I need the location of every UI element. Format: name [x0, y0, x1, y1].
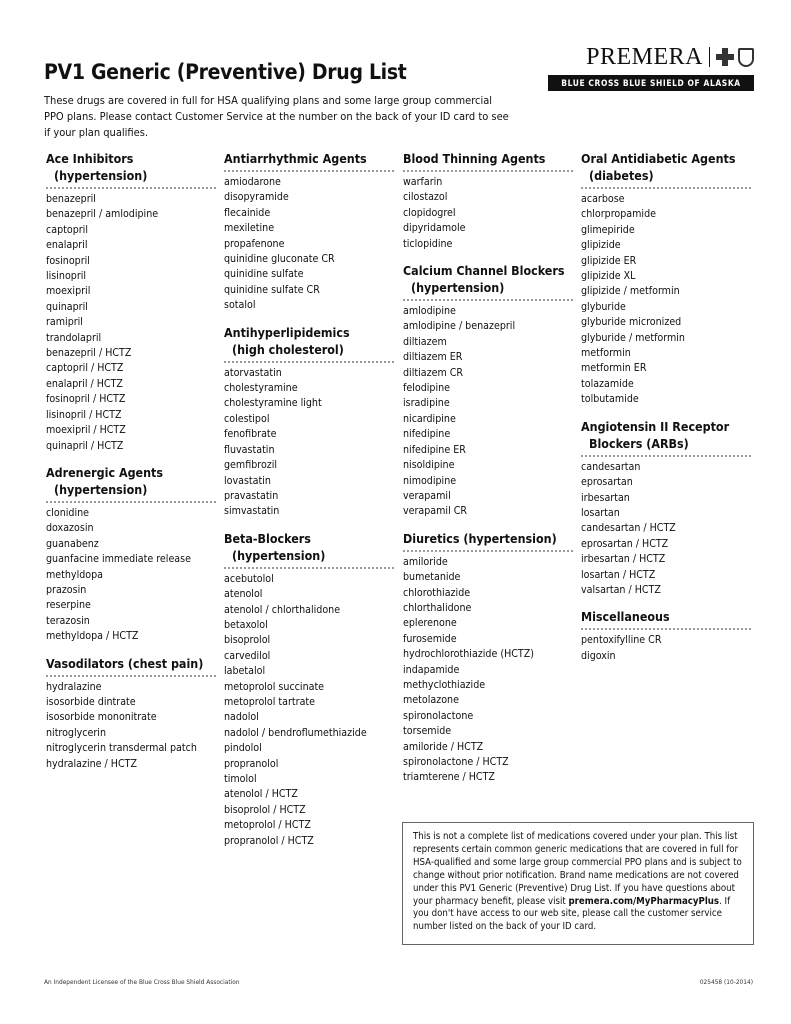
drug-item: glipizide — [581, 239, 621, 252]
disclaimer-text: This is not a complete list of medications covered under your plan. This list represents certain common generic medications that are covered in full for HSA-qualified and some large group commercial PPO plans and is subject to change without prior notification. Brand name medications are not covered under this PV1 Generic (Preventive) Drug List. If you have questions about your pharmacy benefit, please visit — [413, 831, 742, 907]
drug-item: colestipol — [224, 412, 270, 425]
drug-category-section — [403, 262, 573, 520]
drug-item: benazepril — [46, 193, 96, 205]
drug-category-section — [46, 150, 216, 454]
category-title: Ace Inhibitors — [46, 151, 134, 166]
drug-item: flecainide — [224, 206, 271, 219]
logo-wordmark: PREMERA — [586, 43, 703, 70]
drug-category-section — [581, 150, 751, 408]
drug-item: fosinopril / HCTZ — [46, 393, 126, 406]
drug-item: methyldopa / HCTZ — [46, 630, 139, 643]
drug-item: lisinopril / HCTZ — [46, 408, 122, 421]
category-title: Adrenergic Agents — [46, 464, 164, 480]
drug-item: nifedipine — [403, 428, 451, 441]
drug-item: diltiazem CR — [403, 366, 464, 379]
drug-item: losartan — [581, 506, 620, 519]
category-subtitle: Blockers (ARBs) — [589, 435, 689, 451]
drug-item: terazosin — [46, 614, 90, 627]
drug-category-section — [581, 418, 751, 599]
drug-item: verapamil CR — [403, 505, 468, 518]
drug-item: losartan / HCTZ — [581, 568, 656, 581]
drug-item: amlodipine / benazepril — [403, 320, 516, 333]
drug-item: enalapril — [46, 239, 88, 252]
category-subtitle: (hypertension) — [54, 481, 148, 497]
drug-item: isradipine — [403, 397, 450, 410]
drug-item: candesartan / HCTZ — [581, 522, 676, 535]
category-heading — [581, 150, 751, 189]
logo-tagline: BLUE CROSS BLUE SHIELD OF ALASKA — [548, 75, 754, 91]
drug-item: chlorpropamide — [581, 208, 656, 221]
drug-item: cilostazol — [403, 191, 448, 204]
category-subtitle: (diabetes) — [589, 168, 654, 183]
drug-item: amiodarone — [224, 176, 281, 188]
drug-item: nifedipine ER — [403, 443, 466, 456]
drug-item: benazepril / amlodipine — [46, 208, 159, 221]
drug-item: simvastatin — [224, 505, 280, 518]
drug-item: gemfibrozil — [224, 459, 278, 472]
drug-item: moexipril / HCTZ — [46, 424, 126, 437]
drug-item: doxazosin — [46, 522, 94, 535]
drug-item: captopril — [46, 223, 88, 236]
drug-item: pindolol — [224, 742, 262, 755]
drug-item: lovastatin — [224, 474, 271, 487]
intro-text: These drugs are covered in full for HSA qualifying plans and some large group commercial PPO plans. Please contact Customer Service at the number on the back of your ID card to see if your plan qualifies. — [44, 94, 509, 139]
drug-item: diltiazem — [403, 335, 447, 348]
column-2 — [224, 150, 394, 859]
drug-item: glipizide ER — [581, 254, 637, 267]
drug-item: metoprolol tartrate — [224, 695, 316, 708]
drug-item: disopyramide — [224, 191, 289, 204]
drug-item: torsemide — [403, 725, 452, 738]
drug-item: ramipril — [46, 316, 83, 329]
drug-item: nadolol / bendroflumethiazide — [224, 726, 367, 739]
drug-item: fluvastatin — [224, 443, 275, 456]
drug-item: acebutolol — [224, 572, 274, 585]
drug-item: diltiazem ER — [403, 351, 463, 364]
drug-item: metoprolol / HCTZ — [224, 819, 311, 832]
category-heading — [581, 418, 751, 457]
drug-category-section — [224, 150, 394, 314]
drug-item: methyldopa — [46, 568, 103, 581]
drug-item: atenolol — [224, 588, 263, 601]
drug-category-section — [224, 530, 394, 849]
category-title: Miscellaneous — [581, 609, 670, 625]
drug-item: hydralazine — [46, 680, 102, 693]
drug-item: lisinopril — [46, 270, 87, 283]
footer-licensee: An Independent Licensee of the Blue Cross Blue Shield Association — [44, 978, 240, 986]
drug-item: sotalol — [224, 299, 256, 312]
drug-item: quinapril — [46, 300, 88, 313]
drug-item: irbesartan — [581, 491, 630, 504]
drug-item: atenolol / chlorthalidone — [224, 603, 341, 616]
logo-top-row — [548, 44, 754, 70]
drug-item: methyclothiazide — [403, 678, 486, 691]
drug-item: nimodipine — [403, 474, 457, 487]
drug-item: valsartan / HCTZ — [581, 583, 661, 596]
drug-item: trandolapril — [46, 331, 102, 344]
drug-item: eplerenone — [403, 617, 457, 630]
drug-item: timolol — [224, 773, 257, 785]
category-heading — [403, 262, 573, 301]
category-title: Angiotensin II Receptor — [581, 418, 730, 434]
drug-item: atenolol / HCTZ — [224, 788, 298, 801]
drug-item: captopril / HCTZ — [46, 362, 124, 375]
category-heading — [581, 608, 751, 630]
drug-item: isosorbide mononitrate — [46, 711, 157, 724]
category-title: Calcium Channel Blockers — [403, 263, 565, 279]
category-heading — [46, 655, 216, 677]
drug-item: guanfacine immediate release — [46, 553, 191, 566]
drug-item: enalapril / HCTZ — [46, 377, 123, 390]
logo-divider — [709, 47, 710, 67]
drug-item: clopidogrel — [403, 206, 456, 219]
blue-shield-icon — [738, 48, 754, 67]
drug-item: glyburide micronized — [581, 316, 682, 329]
category-title: Diuretics (hypertension) — [403, 530, 557, 546]
drug-item: moexipril — [46, 285, 91, 298]
drug-item: candesartan — [581, 460, 641, 473]
category-heading — [403, 530, 573, 552]
drug-item: nitroglycerin — [46, 726, 106, 739]
drug-item: nicardipine — [403, 412, 456, 425]
drug-item: clonidine — [46, 506, 90, 519]
drug-category-section — [581, 608, 751, 664]
drug-item: betaxolol — [224, 618, 268, 631]
drug-item: ticlopidine — [403, 237, 453, 250]
drug-item: quinidine sulfate — [224, 268, 304, 281]
drug-item: propranolol — [224, 757, 279, 770]
drug-item: glyburide / metformin — [581, 331, 685, 344]
category-heading — [224, 150, 394, 172]
drug-item: quinapril / HCTZ — [46, 439, 124, 452]
drug-item: nitroglycerin transdermal patch — [46, 742, 197, 755]
drug-item: cholestyramine — [224, 382, 298, 395]
column-4 — [581, 150, 751, 674]
drug-item: fenofibrate — [224, 428, 277, 441]
drug-item: bisoprolol — [224, 634, 271, 647]
drug-item: pravastatin — [224, 489, 279, 502]
drug-item: nisoldipine — [403, 459, 455, 472]
drug-item: hydrochlorothiazide (HCTZ) — [403, 648, 534, 661]
footer-form-number: 025458 (10-2014) — [699, 978, 753, 986]
drug-item: guanabenz — [46, 537, 99, 550]
category-subtitle: (hypertension) — [232, 547, 326, 563]
category-title: Oral Antidiabetic Agents — [581, 151, 736, 166]
drug-item: metformin ER — [581, 362, 647, 375]
drug-item: metoprolol succinate — [224, 680, 325, 693]
drug-item: tolbutamide — [581, 393, 639, 406]
category-title: Blood Thinning Agents — [403, 151, 546, 166]
drug-item: mexiletine — [224, 222, 275, 235]
drug-item: triamterene / HCTZ — [403, 771, 495, 784]
drug-item: reserpine — [46, 599, 91, 612]
category-heading — [224, 324, 394, 363]
drug-item: benazepril / HCTZ — [46, 347, 132, 360]
drug-item: amiloride — [403, 555, 448, 568]
drug-category-section — [224, 324, 394, 520]
category-subtitle: (high cholesterol) — [232, 341, 344, 357]
drug-item: bisoprolol / HCTZ — [224, 803, 306, 816]
drug-item: verapamil — [403, 489, 451, 502]
drug-item: warfarin — [403, 176, 443, 188]
blue-cross-icon — [716, 48, 734, 66]
category-title: Antihyperlipidemics — [224, 324, 350, 340]
drug-item: felodipine — [403, 382, 451, 395]
drug-item: spironolactone / HCTZ — [403, 756, 509, 768]
category-heading — [46, 464, 216, 503]
drug-item: eprosartan — [581, 476, 633, 489]
column-1 — [46, 150, 216, 782]
category-title: Vasodilators (chest pain) — [46, 655, 204, 671]
drug-item: indapamide — [403, 663, 460, 676]
drug-item: fosinopril — [46, 254, 90, 267]
category-title: Beta-Blockers — [224, 530, 311, 546]
category-subtitle: (hypertension) — [411, 280, 505, 296]
drug-item: metformin — [581, 347, 631, 360]
drug-item: eprosartan / HCTZ — [581, 537, 669, 550]
drug-item: carvedilol — [224, 649, 271, 662]
disclaimer-box — [402, 822, 754, 945]
drug-item: propranolol / HCTZ — [224, 834, 314, 847]
drug-category-section — [46, 655, 216, 772]
disclaimer-text-end: . If you don't have access to our web site, please call the customer service number listed on the back of your ID card. — [413, 895, 731, 933]
drug-item: cholestyramine light — [224, 397, 322, 410]
drug-item: dipyridamole — [403, 222, 466, 235]
drug-item: digoxin — [581, 649, 616, 662]
drug-item: metolazone — [403, 694, 459, 707]
page-title: PV1 Generic (Preventive) Drug List — [44, 60, 407, 84]
drug-item: tolazamide — [581, 377, 634, 390]
drug-item: hydralazine / HCTZ — [46, 757, 137, 770]
column-3 — [403, 150, 573, 796]
category-heading — [46, 150, 216, 189]
drug-item: glimepiride — [581, 223, 635, 236]
drug-item: quinidine gluconate CR — [224, 253, 335, 266]
drug-item: glipizide XL — [581, 270, 636, 283]
drug-item: nadolol — [224, 711, 259, 724]
drug-item: isosorbide dintrate — [46, 695, 136, 708]
drug-item: acarbose — [581, 193, 625, 205]
drug-item: labetalol — [224, 665, 266, 678]
drug-item: quinidine sulfate CR — [224, 283, 320, 296]
category-title: Antiarrhythmic Agents — [224, 151, 367, 166]
drug-item: bumetanide — [403, 571, 461, 584]
drug-item: pentoxifylline CR — [581, 634, 662, 647]
category-heading — [403, 150, 573, 172]
premera-logo — [548, 44, 754, 91]
drug-item: chlorthalidone — [403, 601, 472, 614]
drug-item: glyburide — [581, 300, 626, 313]
drug-item: glipizide / metformin — [581, 285, 680, 298]
drug-item: prazosin — [46, 583, 87, 596]
drug-item: irbesartan / HCTZ — [581, 553, 666, 566]
pharmacy-link[interactable]: premera.com/MyPharmacyPlus — [568, 895, 720, 907]
drug-item: furosemide — [403, 632, 457, 645]
drug-item: chlorothiazide — [403, 586, 471, 599]
drug-category-section — [403, 530, 573, 786]
drug-item: amiloride / HCTZ — [403, 740, 484, 753]
drug-category-section — [46, 464, 216, 645]
category-subtitle: (hypertension) — [54, 168, 148, 183]
drug-item: amlodipine — [403, 305, 456, 318]
drug-category-section — [403, 150, 573, 252]
drug-item: spironolactone — [403, 709, 474, 722]
drug-item: atorvastatin — [224, 366, 282, 379]
category-heading — [224, 530, 394, 569]
drug-item: propafenone — [224, 237, 285, 250]
